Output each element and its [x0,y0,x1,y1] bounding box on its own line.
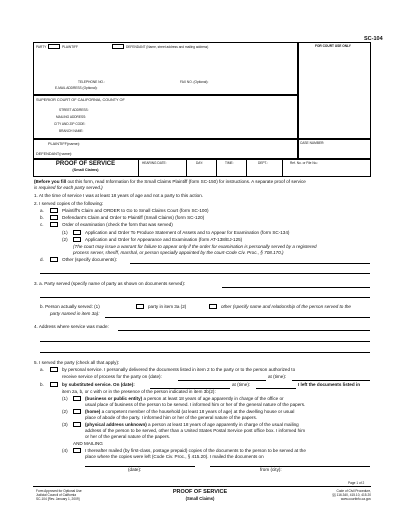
item-2c2-checkbox[interactable] [73,237,81,242]
day-label: DAY: [196,161,204,165]
footer-right-2: §§ 116.340, 415.10, 415.20 [332,493,371,497]
item-5b3-bold: (physical address unknown) [85,422,147,427]
footer-right-1: Code of Civil Procedure, [336,489,371,493]
court-use-label: FOR COURT USE ONLY [315,44,351,48]
item-5b-left: I left the documents listed in [298,382,361,387]
party-label: PARTY [36,45,47,49]
item-2-notice-2: process server, sheriff, marshal, or person specially appointed by the court-Code Civ. Proc., § 708.170.) [73,250,284,255]
item-5b2-bold: (home) [85,409,101,414]
item-2c2-num: (2) [62,237,68,242]
footer-left-1: Form Approved for Optional Use [36,489,82,493]
item-2-label: 2. I served copies of the following: [34,201,104,206]
item-2a-checkbox[interactable] [50,208,58,213]
case-number-label: CASE NUMBER: [300,141,325,145]
item-5b2-checkbox[interactable] [73,409,81,414]
page-number: Page 1 of 2 [348,481,365,485]
and-mailing-label: AND MAILING [73,441,103,446]
item-4-line-2[interactable] [40,341,370,342]
item-3a-line-2[interactable] [40,297,370,298]
item-5b-time-line[interactable] [256,388,296,389]
item-1: 1. At the time of service I was at least 18 years of age and not a party to this action. [34,193,204,198]
defendant-name-label: DEFENDANT(name): [36,152,73,156]
item-2c-text: Order of examination (check the form that was served) [62,222,173,227]
item-2c1-checkbox[interactable] [73,230,81,235]
form-number: SC-104 [364,36,383,42]
item-3b2-text: other (specify name and relationship of the person served to the [221,304,351,309]
item-2b-letter: b. [40,215,44,220]
item-2b-checkbox[interactable] [50,215,58,220]
caption-title: PROOF OF SERVICE [55,161,116,167]
item-5b-letter: b. [40,382,44,387]
item-2a-text: Plaintiff's Claim and ORDER to Go to Small Claims Court (form SC-100) [62,208,209,213]
ref-no-label: Ref. No. or File No.: [290,161,319,165]
item-5b2-rest: a competent member of the household (at least 18 years of age) at the dwelling house or usual [100,409,295,414]
defendant-checkbox[interactable] [112,44,124,49]
item-2c1-num: (1) [62,230,68,235]
item-5b3-checkbox[interactable] [73,422,81,427]
item-5-label: 5. I served the party (check all that apply): [34,360,120,365]
item-5b4-date: (date): [128,467,142,472]
footer-title: PROOF OF SERVICE [172,489,228,495]
item-5a-letter: a. [40,367,44,372]
item-4-line[interactable] [118,330,370,331]
email-label: E-MAIL ADDRESS (Optional): [55,86,98,90]
item-5a-date-line[interactable] [178,380,266,381]
court-city-label: CITY AND ZIP CODE: [54,122,86,126]
court-mailing-label: MAILING ADDRESS: [56,115,87,119]
intro-text: out this form, read Information for the Small Claims Plaintiff (form SC-150) for instructions. A separate proof of service [66,179,306,184]
item-5b1-checkbox[interactable] [73,396,81,401]
court-title: SUPERIOR COURT OF CALIFORNIA, COUNTY OF [36,98,125,102]
defendant-label: DEFENDANT (Name, street address and mailing address) [126,45,209,49]
item-5b4-city: from (city): [260,467,282,472]
item-5b3-rest: a person at least 18 years of age apparently in charge of the usual mailing [146,422,299,427]
hearing-date-label: HEARING DATE: [142,161,167,165]
item-5b1-line-1 [85,396,284,401]
item-5a-at: at (time): [268,374,287,379]
item-2b-text: Defendant's Claim and Order to Plaintiff (Small Claims) (form SC-120) [62,215,205,220]
footer-right-3: www.courtinfo.ca.gov [340,497,371,501]
item-2c1-text: Application and Order To Produce Statement of Assets and to Appear for Examination (form SC-134) [85,230,290,235]
item-2-notice-1: (The court may issue a warrant for failure to appear only if the order for examination is personally served by a registered [73,244,317,249]
court-branch-label: BRANCH NAME: [59,129,84,133]
telephone-label: TELEPHONE NO.: [78,80,105,84]
item-5b-text-2: item 2a, b, or c with or in the presence of the person indicated in item 3b(2): [62,389,216,394]
item-5a-time-line[interactable] [292,380,370,381]
item-3b-cont: party named in item 3a): [50,311,100,316]
plaintiff-name-label: PLAINTIFF(name): [48,142,81,146]
item-2a-letter: a. [40,208,44,213]
item-5b1-line-2: usual place of business of the person to be served. I informed him or her of the general nature of the papers. [85,402,306,407]
plaintiff-label: PLAINTIFF [62,45,78,49]
item-3b-line[interactable] [105,317,370,318]
item-5b1-bold: (business or public entity) [85,396,143,401]
item-5b2-line-2: place of abode of the party. I informed him or her of the general nature of the papers. [85,415,258,420]
time-label: TIME: [225,161,234,165]
dept-label: DEPT.: [258,161,268,165]
footer-subtitle: (Small Claims) [185,496,215,501]
item-2d-line-2[interactable] [40,273,370,274]
item-4-line-3[interactable] [40,352,370,353]
item-5b3-line-2: address of the person to be served, other than a United States Postal Service post office box. I informed him [85,428,306,433]
item-2d-checkbox[interactable] [50,257,58,262]
item-5b3-line-1 [85,422,299,427]
item-2c2-text: Application and Order for Appearance and Examination (form AT-138/EJ-125) [85,237,243,242]
footer-rule [33,486,371,487]
item-5b4-city-line[interactable] [210,466,370,467]
item-2c-checkbox[interactable] [50,222,58,227]
footer-left-3: SC-104 [Rev. January 1, 2009] [36,497,80,501]
item-2d-line[interactable] [130,263,370,264]
item-3b2-checkbox[interactable] [209,304,217,309]
item-5b3-num: (3) [62,422,68,427]
plaintiff-checkbox[interactable] [48,44,60,49]
item-5b2-num: (2) [62,409,68,414]
item-5b-at: at (time): [232,382,251,387]
item-3b-prefix: b. Person actually served: (1) [40,304,100,309]
item-5b-text-1: by substituted service. On (date): [62,382,135,387]
item-5b4-line-2: place where the copies were left (Code Civ. Proc., § 415.20). I mailed the documents on [85,454,264,459]
item-5b2-line-1 [85,409,294,414]
intro-line-1 [34,179,306,184]
item-2d-letter: d. [40,257,44,262]
item-3a-line[interactable] [222,287,370,288]
item-3a: 3. a. Party served (specify name of party as shown on documents served): [34,281,186,286]
item-3b1-text: party in item 3a (2) [148,304,187,309]
item-5b4-num: (4) [62,448,68,453]
intro-bold: (Before you fill [34,179,67,184]
footer-left-2: Judicial Council of California [36,493,77,497]
item-5b3-line-3: or her of the general nature of the papers. [85,434,171,439]
item-4: 4. Address where service was made: [34,324,109,329]
fax-label: FAX NO. (Optional): [180,80,209,84]
item-5b-checkbox[interactable] [50,382,58,387]
item-5b1-num: (1) [62,396,68,401]
item-2d-text: Other (specify documents): [62,257,118,262]
item-2c-letter: c. [40,222,44,227]
item-5b1-rest: a person at least 18 years of age apparently in charge of the office or [142,396,284,401]
item-5a-text-1: by personal service. I personally delivered the documents listed in item 2 to the party or to the person authorized to [62,367,296,372]
item-5a-checkbox[interactable] [50,367,58,372]
intro-line-2: is required for each party served.) [34,185,103,190]
court-use-box [298,42,371,139]
item-5b4-checkbox[interactable] [73,448,81,453]
court-street-label: STREET ADDRESS: [59,108,89,112]
item-5a-text-2: receive service of process for the party on (date): [62,374,162,379]
item-5b4-line-1: I thereafter mailed (by first-class, postage prepaid) copies of the documents to the person to be served at the [85,448,306,453]
caption-subtitle: (Small Claims) [72,168,99,172]
item-3b1-checkbox[interactable] [136,304,144,309]
